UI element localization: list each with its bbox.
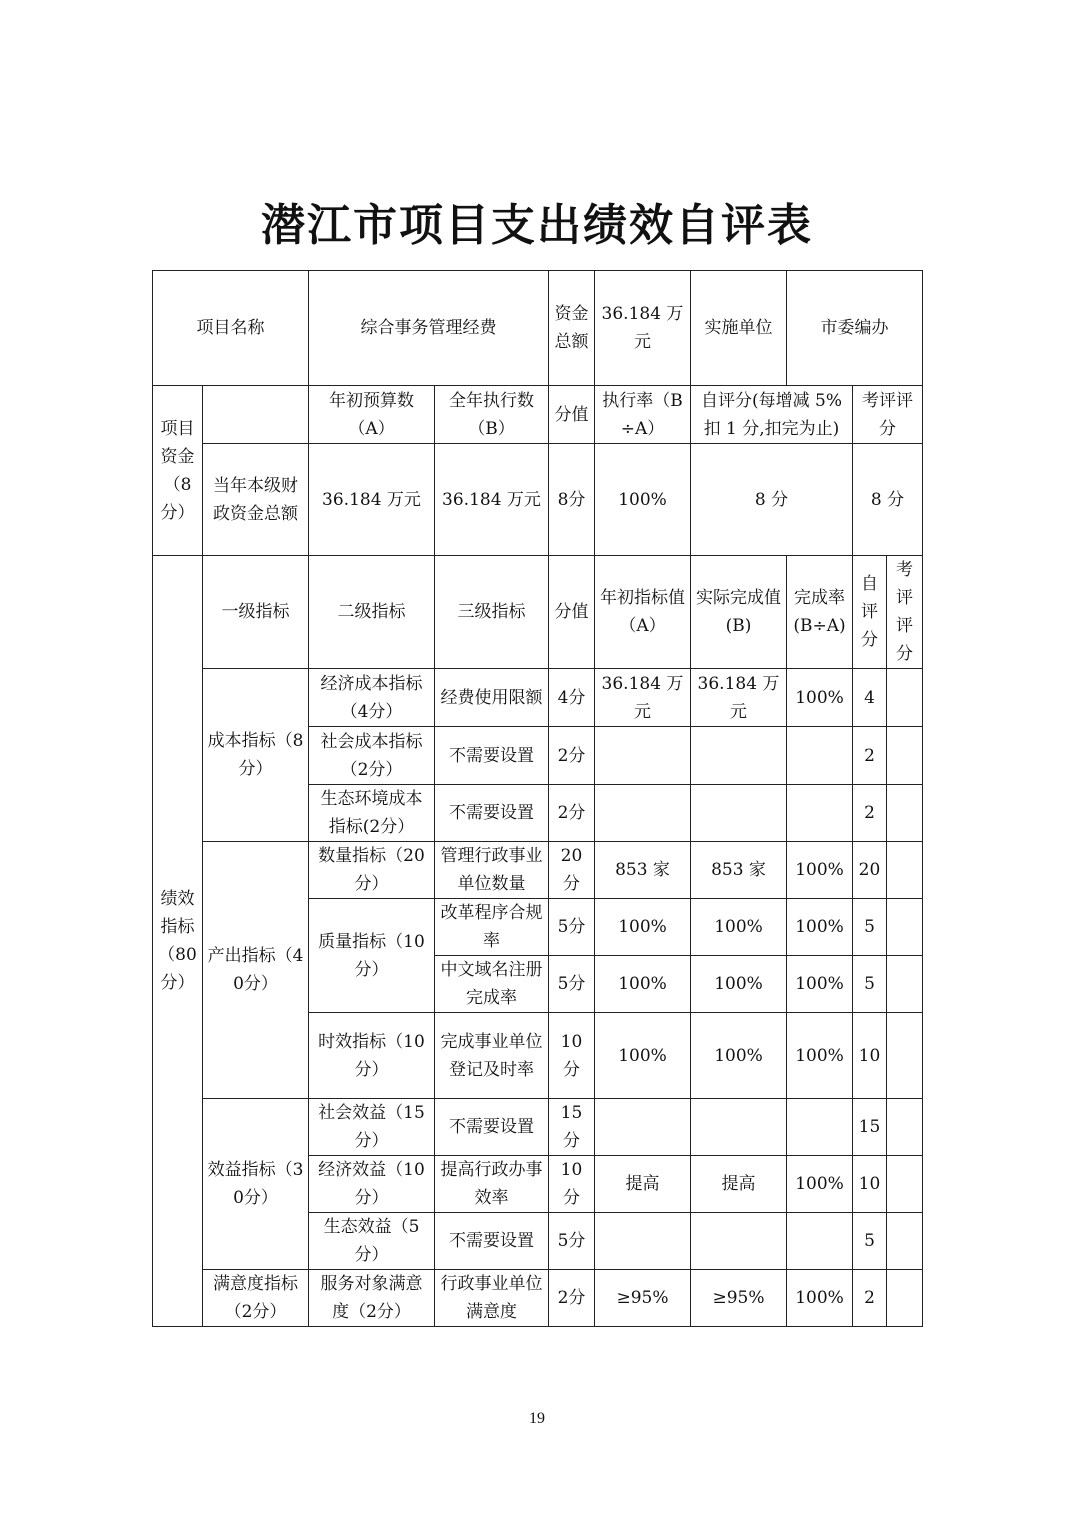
l2-quality [308, 898, 435, 1013]
perf-col-target [594, 555, 691, 669]
impl-unit-value [786, 270, 923, 386]
row-rate-text: 100% [795, 1288, 844, 1308]
row-target [594, 1155, 691, 1213]
row-target [594, 1212, 691, 1270]
funds-budget-text: 36.184 万元 [322, 489, 421, 510]
row-rate [786, 1098, 853, 1156]
row-actual-text: 提高 [721, 1174, 756, 1194]
funds-col-review-text: 考评评分 [862, 390, 913, 439]
row-score-text: 10分 [560, 1160, 583, 1208]
funds-self-score-text: 8 分 [754, 489, 789, 510]
row-l3 [434, 955, 549, 1013]
funds-col-review [852, 385, 923, 444]
row-l3-text: 不需要设置 [449, 1231, 534, 1251]
row-self [852, 1155, 887, 1213]
funds-col-score [548, 385, 595, 444]
funds-row-label-text: 当年本级财政资金总额 [213, 475, 298, 524]
l2-quantity [308, 841, 435, 899]
row-score-text: 5分 [557, 1231, 586, 1251]
row-actual-text: 853 家 [711, 860, 766, 880]
funds-budget [308, 443, 435, 556]
row-score-text: 20分 [560, 846, 583, 894]
row-l3 [434, 668, 549, 727]
row-self [852, 1212, 887, 1270]
row-self-text: 5 [864, 974, 875, 994]
row-self-text: 2 [864, 745, 875, 766]
l2-timeliness-text: 时效指标（10分） [318, 1031, 425, 1080]
row-l3-text: 不需要设置 [449, 803, 534, 823]
row-self-text: 10 [858, 1045, 881, 1066]
row-l3 [434, 1098, 549, 1156]
row-rate-text: 100% [795, 1174, 844, 1194]
row-score [548, 1212, 595, 1270]
perf-col-l1-text: 一级指标 [221, 602, 290, 622]
row-score-text: 2分 [557, 745, 586, 766]
l2-social-cost [308, 726, 435, 785]
group-output-text: 产出指标（40分） [207, 946, 304, 994]
perf-col-score-text: 分值 [554, 602, 589, 622]
row-rate-text: 100% [795, 860, 844, 880]
row-target-text: 36.184 万元 [601, 673, 684, 722]
perf-col-score [548, 555, 595, 669]
row-target [594, 726, 691, 785]
row-score [548, 841, 595, 899]
row-actual-text: 36.184 万元 [697, 673, 780, 722]
perf-col-l3 [434, 555, 549, 669]
funds-review-score-text: 8 分 [870, 489, 905, 510]
l2-social-benefit-text: 社会效益（15分） [318, 1103, 425, 1151]
group-cost [202, 668, 309, 842]
group-output [202, 841, 309, 1099]
row-l3-text: 不需要设置 [449, 1117, 534, 1137]
row-review [886, 1012, 923, 1099]
l2-econ-cost [308, 668, 435, 727]
group-satisfaction-text: 满意度指标（2分） [213, 1274, 298, 1322]
perf-col-target-text: 年初指标值（A） [600, 588, 685, 636]
row-self [852, 1269, 887, 1327]
row-target [594, 1098, 691, 1156]
row-self [852, 726, 887, 785]
row-target [594, 898, 691, 956]
row-review [886, 668, 923, 727]
row-review [886, 1212, 923, 1270]
row-review [886, 726, 923, 785]
row-review [886, 1269, 923, 1327]
perf-col-review [886, 555, 923, 669]
project-name-value [308, 270, 549, 386]
row-actual [690, 1212, 787, 1270]
funds-col-self [690, 385, 853, 444]
row-l3 [434, 1155, 549, 1213]
perf-col-self-text: 自评分 [861, 574, 878, 650]
row-self-text: 20 [858, 860, 881, 880]
row-target [594, 1012, 691, 1099]
row-actual [690, 1098, 787, 1156]
row-actual [690, 668, 787, 727]
row-rate [786, 1155, 853, 1213]
row-target [594, 1269, 691, 1327]
funds-score [548, 443, 595, 556]
funds-executed-text: 36.184 万元 [442, 489, 541, 510]
row-review [886, 784, 923, 842]
fund-total-label [548, 270, 595, 386]
row-score [548, 1012, 595, 1099]
row-rate [786, 784, 853, 842]
l2-eco-cost [308, 784, 435, 842]
row-self [852, 1098, 887, 1156]
impl-unit-value-text: 市委编办 [820, 318, 889, 338]
row-self [852, 955, 887, 1013]
funds-executed [434, 443, 549, 556]
funds-col-budget-text: 年初预算数（A） [329, 390, 414, 439]
row-l3-text: 提高行政办事效率 [440, 1160, 543, 1208]
l2-social-benefit [308, 1098, 435, 1156]
row-score-text: 10分 [560, 1031, 583, 1080]
row-l3-text: 经费使用限额 [440, 687, 543, 708]
row-score-text: 5分 [557, 917, 586, 937]
row-rate [786, 898, 853, 956]
row-target [594, 955, 691, 1013]
funds-col-executed [434, 385, 549, 444]
l2-eco-benefit [308, 1212, 435, 1270]
row-score-text: 4分 [557, 687, 586, 708]
row-rate [786, 1212, 853, 1270]
funds-col-budget [308, 385, 435, 444]
row-actual [690, 898, 787, 956]
row-review [886, 1155, 923, 1213]
funds-col-rate-text: 执行率（B÷A） [602, 390, 683, 439]
row-actual [690, 841, 787, 899]
row-l3 [434, 726, 549, 785]
fund-total-value-text: 36.184 万元 [601, 304, 684, 352]
row-actual-text: ≥95% [712, 1288, 765, 1308]
row-target [594, 784, 691, 842]
row-l3-text: 中文域名注册完成率 [440, 960, 543, 1008]
row-score [548, 726, 595, 785]
row-l3 [434, 784, 549, 842]
l2-eco-cost-text: 生态环境成本指标(2分） [320, 789, 423, 837]
row-l3-text: 管理行政事业单位数量 [440, 846, 543, 894]
row-actual [690, 1012, 787, 1099]
row-review [886, 955, 923, 1013]
group-benefit-text: 效益指标（30分） [207, 1160, 304, 1208]
l2-eco-benefit-text: 生态效益（5分） [323, 1217, 420, 1265]
row-score-text: 2分 [557, 803, 586, 823]
row-self-text: 10 [858, 1174, 881, 1194]
row-rate [786, 841, 853, 899]
row-target-text: ≥95% [616, 1288, 669, 1308]
row-score [548, 784, 595, 842]
impl-unit-label [690, 270, 787, 386]
row-score-text: 2分 [557, 1288, 586, 1308]
funds-rate-text: 100% [618, 489, 667, 510]
row-rate-text: 100% [795, 917, 844, 937]
row-target-text: 100% [618, 974, 667, 994]
row-self-text: 5 [864, 1231, 875, 1251]
row-review [886, 898, 923, 956]
perf-col-l2-text: 二级指标 [337, 602, 406, 622]
row-actual [690, 1155, 787, 1213]
page-title: 潜江市项目支出绩效自评表 [261, 200, 813, 251]
fund-total-label-text: 资金总额 [554, 304, 589, 352]
funds-section-label [152, 385, 203, 556]
fund-total-value [594, 270, 691, 386]
row-rate [786, 726, 853, 785]
row-self-text: 15 [858, 1117, 881, 1137]
row-self-text: 2 [864, 1288, 875, 1308]
row-self [852, 841, 887, 899]
l2-service-sat [308, 1269, 435, 1327]
row-self [852, 1012, 887, 1099]
row-actual-text: 100% [714, 974, 763, 994]
row-self-text: 4 [864, 687, 875, 708]
row-score [548, 1269, 595, 1327]
l2-quality-text: 质量指标（10分） [318, 931, 425, 980]
funds-col-executed-text: 全年执行数（B） [449, 390, 534, 439]
row-score [548, 898, 595, 956]
row-rate [786, 955, 853, 1013]
row-target-text: 100% [618, 917, 667, 937]
row-target-text: 提高 [625, 1174, 660, 1194]
row-rate-text: 100% [795, 1045, 844, 1066]
group-benefit [202, 1098, 309, 1270]
funds-self-score [690, 443, 853, 556]
row-l3 [434, 1269, 549, 1327]
row-rate-text: 100% [795, 687, 844, 708]
perf-col-actual [690, 555, 787, 669]
row-self [852, 898, 887, 956]
project-name-value-text: 综合事务管理经费 [360, 318, 497, 338]
perf-col-l3-text: 三级指标 [457, 602, 526, 622]
funds-col-score-text: 分值 [554, 404, 589, 425]
perf-col-rate [786, 555, 853, 669]
row-l3-text: 完成事业单位登记及时率 [440, 1031, 543, 1080]
row-l3 [434, 898, 549, 956]
l2-econ-benefit [308, 1155, 435, 1213]
row-l3-text: 行政事业单位满意度 [440, 1274, 543, 1322]
project-name-label-text: 项目名称 [196, 318, 265, 338]
perf-col-rate-text: 完成率(B÷A) [793, 588, 846, 636]
funds-col-self-text: 自评分(每增减 5%扣 1 分,扣完为止) [700, 390, 842, 439]
l2-timeliness [308, 1012, 435, 1099]
l2-quantity-text: 数量指标（20分） [318, 846, 425, 894]
row-target [594, 841, 691, 899]
row-target-text: 853 家 [615, 860, 670, 880]
row-score [548, 1098, 595, 1156]
row-actual-text: 100% [714, 917, 763, 937]
row-self [852, 784, 887, 842]
row-l3-text: 改革程序合规率 [440, 903, 543, 951]
row-target-text: 100% [618, 1045, 667, 1066]
funds-col-rate [594, 385, 691, 444]
row-score [548, 668, 595, 727]
row-review [886, 841, 923, 899]
row-l3 [434, 841, 549, 899]
perf-section-label [152, 555, 203, 1327]
perf-section-label-text: 绩效指标（80分） [158, 889, 197, 993]
row-actual [690, 784, 787, 842]
perf-col-l2 [308, 555, 435, 669]
page-number: 19 [529, 1410, 545, 1427]
perf-col-l1 [202, 555, 309, 669]
project-name-label [152, 270, 309, 386]
l2-service-sat-text: 服务对象满意度（2分） [320, 1274, 423, 1322]
row-self-text: 5 [864, 917, 875, 937]
row-score [548, 1155, 595, 1213]
row-score [548, 955, 595, 1013]
l2-econ-cost-text: 经济成本指标（4分） [320, 673, 423, 722]
row-actual-text: 100% [714, 1045, 763, 1066]
row-score-text: 5分 [557, 974, 586, 994]
funds-rate [594, 443, 691, 556]
l2-social-cost-text: 社会成本指标（2分） [320, 731, 423, 780]
row-actual [690, 1269, 787, 1327]
row-l3-text: 不需要设置 [449, 745, 534, 766]
l2-econ-benefit-text: 经济效益（10分） [318, 1160, 425, 1208]
perf-col-actual-text: 实际完成值(B) [696, 588, 781, 636]
funds-row-label [202, 443, 309, 556]
row-rate [786, 1012, 853, 1099]
funds-review-score [852, 443, 923, 556]
funds-section-label-text: 项目资金（8分） [160, 418, 195, 523]
group-cost-text: 成本指标（8分） [207, 731, 304, 779]
perf-col-self [852, 555, 887, 669]
row-score-text: 15分 [560, 1103, 583, 1151]
row-rate [786, 1269, 853, 1327]
funds-score-text: 8分 [557, 489, 586, 510]
row-actual [690, 726, 787, 785]
row-review [886, 1098, 923, 1156]
impl-unit-label-text: 实施单位 [704, 318, 773, 338]
row-l3 [434, 1212, 549, 1270]
group-satisfaction [202, 1269, 309, 1327]
row-target [594, 668, 691, 727]
row-self-text: 2 [864, 803, 875, 823]
funds-header-blank [202, 385, 309, 444]
row-rate-text: 100% [795, 974, 844, 994]
row-l3 [434, 1012, 549, 1099]
row-rate [786, 668, 853, 727]
row-self [852, 668, 887, 727]
perf-col-review-text: 考评评分 [896, 560, 913, 664]
row-actual [690, 955, 787, 1013]
